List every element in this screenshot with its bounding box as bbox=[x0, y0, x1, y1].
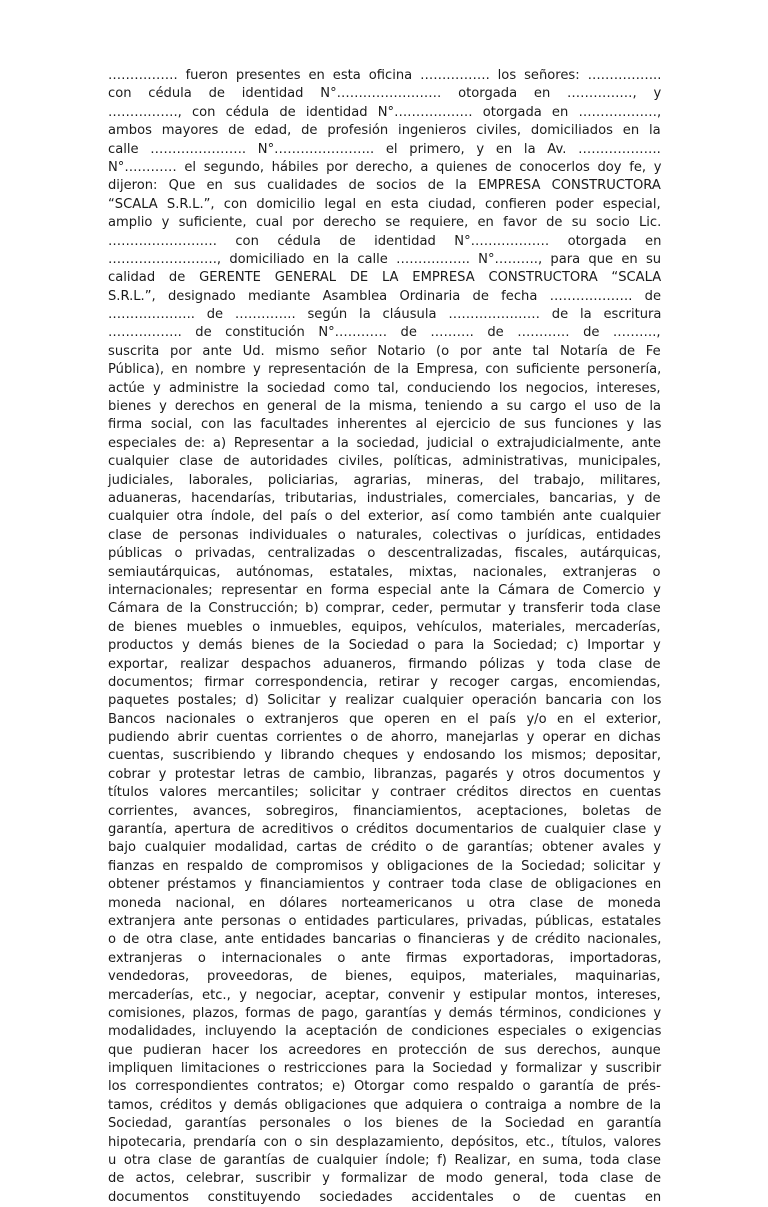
document-line: exportar, realizar despachos aduaneros, firmando pólizas y toda clase de bbox=[108, 656, 661, 672]
document-page bbox=[108, 67, 661, 1207]
document-line: garantía, apertura de acreditivos o créditos documentarios de cualquier clase y bbox=[108, 822, 662, 838]
document-line: u otra clase de garantías de cualquier índole; f) Realizar, en suma, toda clase bbox=[108, 1153, 661, 1169]
document-line: ambos mayores de edad, de profesión ingenieros civiles, domiciliados en la bbox=[108, 123, 661, 139]
document-line: especiales de: a) Representar a la sociedad, judicial o extrajudicialmente, ante bbox=[108, 435, 661, 451]
document-line: judiciales, laborales, policiarias, agrarias, mineras, del trabajo, militares, bbox=[108, 472, 661, 488]
document-line: firma social, con las facultades inherentes al ejercicio de sus funciones y las bbox=[108, 417, 662, 433]
document-line: de actos, celebrar, suscribir y formalizar de modo general, toda clase de bbox=[108, 1171, 662, 1187]
document-line: impliquen limitaciones o restricciones para la Sociedad y formalizar y suscribir bbox=[108, 1061, 662, 1077]
document-line: Bancos nacionales o extranjeros que operen en el país y/o en el exterior, bbox=[108, 711, 662, 727]
document-line: públicas o privadas, centralizadas o descentralizadas, fiscales, autárquicas, bbox=[108, 546, 662, 562]
document-line: suscrita por ante Ud. mismo señor Notario (o por ante tal Notaría de Fe bbox=[108, 343, 661, 359]
document-line: modalidades, incluyendo la aceptación de condiciones especiales o exigencias bbox=[108, 1024, 662, 1040]
document-line: paquetes postales; d) Solicitar y realizar cualquier operación bancaria con los bbox=[108, 693, 662, 709]
document-line: semiautárquicas, autónomas, estatales, mixtas, nacionales, extranjeras o bbox=[108, 564, 661, 580]
document-line: cuentas, suscribiendo y librando cheques y endosando los mismos; depositar, bbox=[108, 748, 662, 764]
document-line: con cédula de identidad N°…………………… otorgada en ……………, y bbox=[108, 86, 662, 102]
document-line: “SCALA S.R.L.”, con domicilio legal en esta ciudad, confieren poder especial, bbox=[108, 196, 661, 212]
document-line: bienes y derechos en general de la misma, teniendo a su cargo el uso de la bbox=[108, 399, 662, 415]
document-line: cualquier clase de autoridades civiles, políticas, administrativas, municipales, bbox=[108, 454, 661, 470]
document-line: ……………………., domiciliado en la calle …………….. N°………., para que en su bbox=[108, 251, 662, 267]
document-line: Pública), en nombre y representación de la Empresa, con suficiente personería, bbox=[108, 362, 662, 378]
document-line: N°………… el segundo, hábiles por derecho, a quienes de conocerlos doy fe, y bbox=[108, 159, 662, 175]
document-line: calidad de GERENTE GENERAL DE LA EMPRESA CONSTRUCTORA “SCALA bbox=[108, 270, 662, 286]
document-line: aduaneras, hacendarías, tributarias, industriales, comerciales, bancarias, y de bbox=[108, 490, 661, 506]
document-line: títulos valores mercantiles; solicitar y contraer créditos directos en cuentas bbox=[108, 785, 662, 801]
document-line: hipotecaria, prendaría con o sin desplazamiento, depósitos, etc., títulos, valores bbox=[108, 1134, 662, 1150]
document-line: documentos; firmar correspondencia, retirar y recoger cargas, encomiendas, bbox=[108, 674, 661, 690]
document-line: internacionales; representar en forma especial ante la Cámara de Comercio y bbox=[108, 582, 661, 598]
document-line: extranjera ante personas o entidades particulares, privadas, públicas, estatales bbox=[108, 913, 662, 929]
document-line: comisiones, plazos, formas de pago, garantías y demás términos, condiciones y bbox=[108, 1005, 662, 1021]
document-line: los correspondientes contratos; e) Otorgar como respaldo o garantía de prés- bbox=[108, 1079, 661, 1095]
document-line: Cámara de la Construcción; b) comprar, ceder, permutar y transferir toda clase bbox=[108, 601, 661, 617]
document-line: clase de personas individuales o naturales, colectivas o jurídicas, entidades bbox=[108, 527, 661, 543]
document-line: documentos constituyendo sociedades accidentales o de cuentas en bbox=[108, 1189, 662, 1205]
document-line: S.R.L.”, designado mediante Asamblea Ordinaria de fecha ………………. de bbox=[108, 288, 662, 304]
document-line: obtener préstamos y financiamientos y contraer toda clase de obligaciones en bbox=[108, 877, 662, 893]
document-line: vendedoras, proveedoras, de bienes, equipos, materiales, maquinarias, bbox=[108, 969, 661, 985]
document-line: mercaderías, etc., y negociar, aceptar, convenir y estipular montos, intereses, bbox=[108, 987, 661, 1003]
document-line: pudiendo abrir cuentas corrientes o de ahorro, manejarlas y operar en dichas bbox=[108, 730, 661, 746]
document-line: que pudieran hacer los acreedores en protección de sus derechos, aunque bbox=[108, 1042, 661, 1058]
document-line: o de otra clase, ante entidades bancarias o financieras y de crédito nacionales, bbox=[108, 932, 662, 948]
document-line: de bienes muebles o inmuebles, equipos, vehículos, materiales, mercaderías, bbox=[108, 619, 661, 635]
document-line: calle …………………. N°………………….. el primero, y en la Av. ………………. bbox=[108, 141, 661, 157]
document-line: …………….. de constitución N°………… de ………. de ………… de ………., bbox=[108, 325, 661, 341]
document-line: actúe y administre la sociedad como tal, conduciendo los negocios, intereses, bbox=[108, 380, 661, 396]
document-line: productos y demás bienes de la Sociedad o para la Sociedad; c) Importar y bbox=[108, 638, 661, 654]
document-line: ……………………. con cédula de identidad N°……………… otorgada en bbox=[108, 233, 662, 249]
document-line: moneda nacional, en dólares norteamericanos u otra clase de moneda bbox=[108, 895, 662, 911]
document-line: bajo cualquier modalidad, cartas de crédito o de garantías; obtener avales y bbox=[108, 840, 661, 856]
document-line: dijeron: Que en sus cualidades de socios de la EMPRESA CONSTRUCTORA bbox=[108, 178, 661, 194]
document-line: amplio y suficiente, cual por derecho se requiere, en favor de su socio Lic. bbox=[108, 215, 662, 231]
document-line: Sociedad, garantías personales o los bienes de la Sociedad en garantía bbox=[108, 1116, 662, 1132]
document-line: ……………….. de ………….. según la cláusula ………………… de la escritura bbox=[108, 307, 662, 323]
document-line: cualquier otra índole, del país o del exterior, así como también ante cualquier bbox=[108, 509, 661, 525]
document-line: corrientes, avances, sobregiros, financiamientos, aceptaciones, boletas de bbox=[108, 803, 662, 819]
document-line: ……………. fueron presentes en esta oficina ……………. los señores: …………….. bbox=[108, 68, 662, 83]
document-line: tamos, créditos y demás obligaciones que adquiera o contraiga a nombre de la bbox=[108, 1097, 662, 1113]
document-line: cobrar y protestar letras de cambio, libranzas, pagarés y otros documentos y bbox=[108, 766, 661, 782]
document-line: extranjeras o internacionales o ante firmas exportadoras, importadoras, bbox=[108, 950, 662, 966]
document-line: ……………., con cédula de identidad N°……………… otorgada en ………………, bbox=[108, 104, 662, 120]
document-line: fianzas en respaldo de compromisos y obligaciones de la Sociedad; solicitar y bbox=[108, 858, 661, 874]
